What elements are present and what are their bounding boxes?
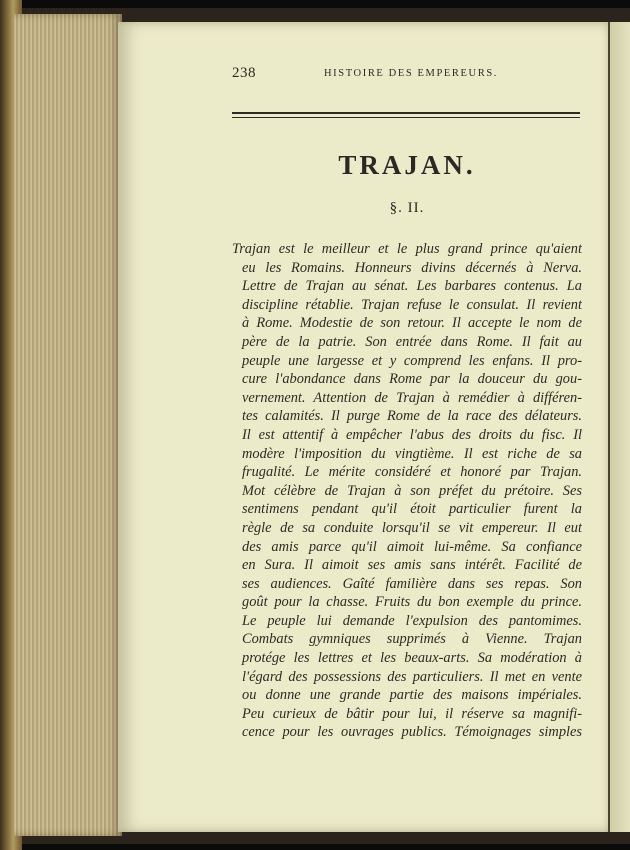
summary-line: Lettre de Trajan au sénat. Les barbares contenus. La — [242, 278, 582, 295]
summary-line: l'égard des possessions des particuliers. Il met en vente — [242, 668, 582, 685]
summary-line: Mot célèbre de Trajan à son préfet du prétoire. Ses — [242, 482, 582, 499]
header-rule — [232, 112, 580, 118]
summary-line: Trajan est le meilleur et le plus grand prince qu'aient — [232, 241, 582, 257]
summary-line: Le peuple lui demande l'expulsion des pantomimes. — [242, 612, 582, 629]
summary-line: des amis parce qu'il aimoit lui-même. Sa confiance — [242, 538, 582, 555]
summary-line: règle de sa conduite lorsqu'il se vit empereur. Il eut — [242, 519, 582, 536]
summary-line: goût pour la chasse. Fruits du bon exemple du prince. — [242, 594, 582, 611]
summary-line: cence pour les ouvrages publics. Témoignages simples — [242, 724, 582, 741]
summary-line: ses audiences. Gaîté familière dans ses repas. Son — [242, 575, 582, 592]
page-number: 238 — [232, 65, 256, 81]
summary-line: à Rome. Modestie de son retour. Il accepte le nom de — [242, 315, 582, 332]
summary-line: Peu curieux de bâtir pour lui, il réserve sa magnifi- — [242, 705, 582, 722]
summary-line: cure l'abondance dans Rome par la douceur du gou- — [242, 371, 582, 388]
running-header — [232, 65, 582, 85]
summary-line: eu les Romains. Honneurs divins décernés à Nerva. — [242, 259, 582, 276]
summary-line: Il est attentif à empêcher l'abus des droits du fisc. Il — [242, 426, 582, 443]
summary-line: en Sura. Il aimoit ses amis sans intérêt. Facilité de — [242, 557, 582, 574]
summary-line: frugalité. Le mérite considéré et honoré par Trajan. — [242, 464, 582, 481]
section-heading: §. II. — [389, 200, 425, 216]
running-title: HISTOIRE DES EMPEREURS. — [324, 68, 498, 79]
summary-line: sentimens pendant qu'il étoit particulier furent la — [242, 501, 582, 518]
summary-line: modère l'imposition du vingtième. Il est riche de sa — [242, 445, 582, 462]
summary-line: protége les lettres et les beaux-arts. Sa modération à — [242, 650, 582, 667]
summary-line: vernement. Attention de Trajan à remédier à différen- — [242, 389, 582, 406]
summary-line: tes calamités. Il purge Rome de la race des délateurs. — [242, 408, 582, 425]
chapter-title: TRAJAN. — [338, 150, 476, 180]
summary-line: père de la patrie. Son entrée dans Rome. Il fait au — [242, 333, 582, 350]
summary-line: Combats gymniques supprimés à Vienne. Trajan — [242, 631, 582, 648]
facing-page-edge — [608, 22, 630, 832]
chapter-summary — [232, 240, 582, 742]
summary-line: ou donne une grande partie des maisons impériales. — [242, 687, 582, 704]
summary-line: peuple une largesse et y comprend les enfans. Il pro- — [242, 352, 582, 369]
summary-line: discipline rétablie. Trajan refuse le consulat. Il revient — [242, 296, 582, 313]
page-edges — [14, 14, 122, 836]
